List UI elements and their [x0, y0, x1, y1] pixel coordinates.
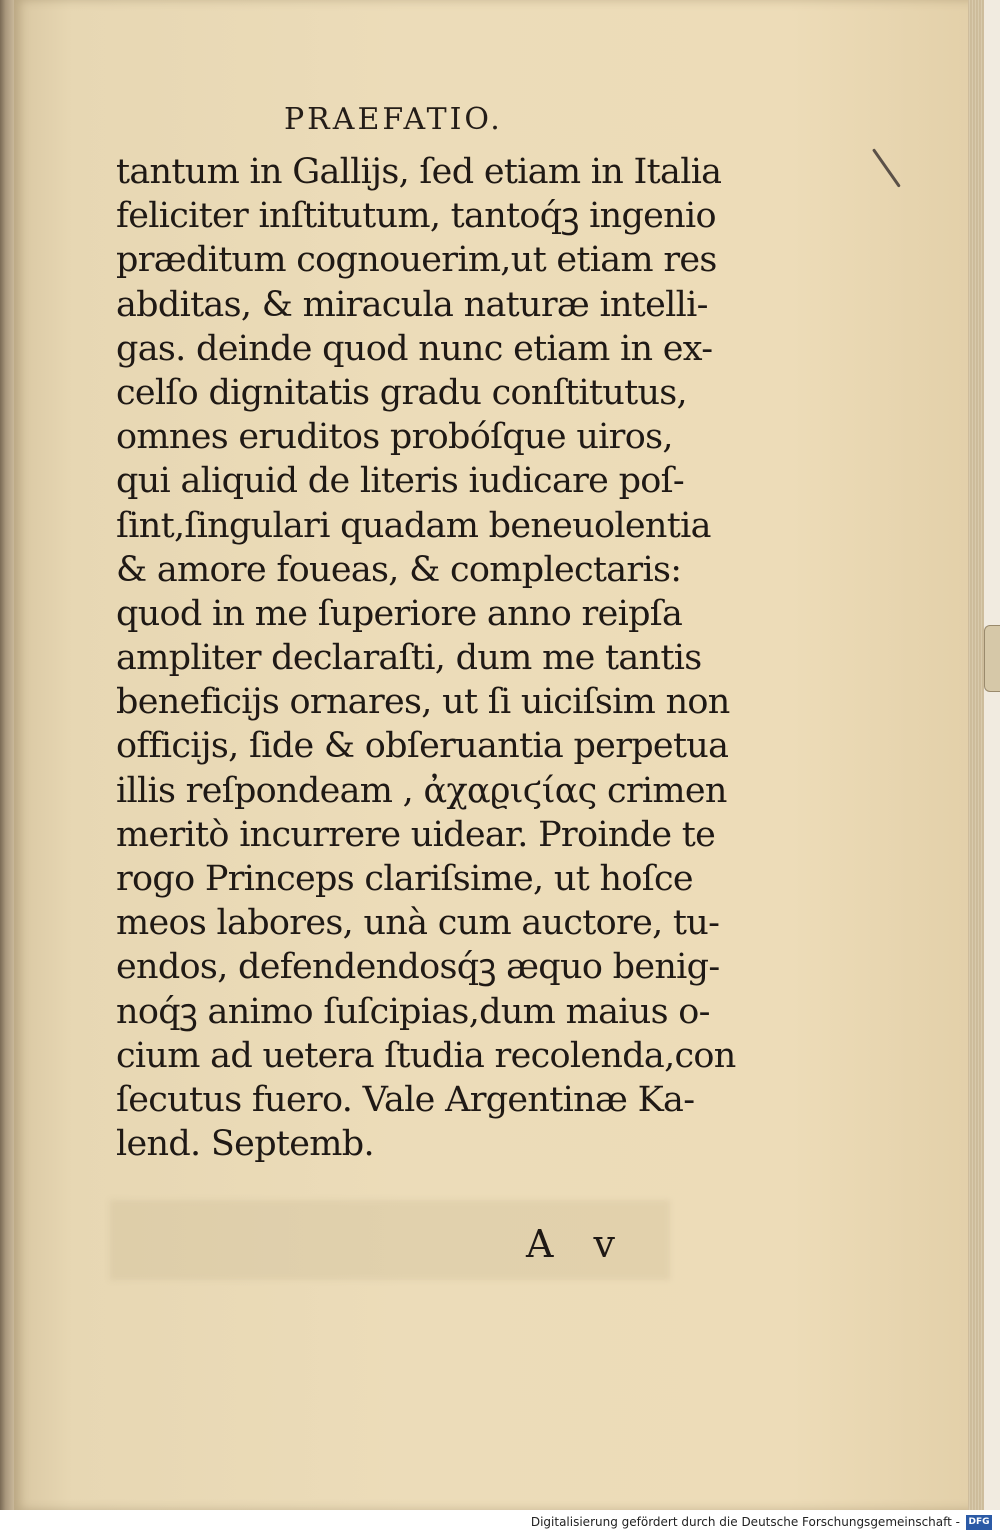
text-line: feliciter inſtitutum, tantoq́ꝫ ingenio	[116, 196, 716, 237]
text-line: lend. Septemb.	[116, 1124, 374, 1165]
text-line: endos, defendendosq́ꝫ æquo benig-	[116, 947, 720, 988]
book-binding	[0, 0, 14, 1537]
text-line: meritò incurrere uidear. Proinde te	[116, 814, 716, 855]
text-line: ampliter declaraſti, dum me tantis	[116, 638, 702, 679]
text-line: ſecutus fuero. Vale Argentinæ Ka-	[116, 1079, 695, 1120]
text-line: abditas, & miracula naturæ intelli-	[116, 284, 708, 325]
text-line: meos labores, unà cum auctore, tu-	[116, 903, 720, 944]
text-line: præditum cognouerim,ut etiam res	[116, 240, 717, 281]
page-tab-marker	[984, 625, 1000, 692]
text-line: illis reſpondeam , ἀχαϱιϛίας crimen	[116, 770, 727, 811]
dfg-logo: DFG	[966, 1515, 992, 1530]
text-line: ſint,ſingulari quadam beneuolentia	[116, 505, 711, 546]
digitization-footer	[0, 1510, 1000, 1537]
text-line: & amore foueas, & complectaris:	[116, 549, 682, 590]
text-line: quod in me ſuperiore anno reipſa	[116, 593, 683, 634]
text-line: beneficijs ornares, ut ſi uiciſsim non	[116, 682, 730, 723]
text-line: celſo dignitatis gradu conſtitutus,	[116, 372, 687, 413]
funding-credit: Digitalisierung gefördert durch die Deutsche Forschungsgemeinschaft -	[530, 1515, 960, 1529]
text-line: gas. deinde quod nunc etiam in ex-	[116, 328, 713, 369]
text-line: rogo Princeps clariſsime, ut hoſce	[116, 859, 693, 899]
text-line: cium ad uetera ſtudia recolenda,con	[116, 1035, 736, 1076]
body-text	[116, 150, 736, 1166]
text-line: omnes eruditos probóſque uiros,	[116, 417, 673, 458]
text-line: tantum in Gallijs, ſed etiam in Italia	[116, 152, 722, 192]
text-line: noq́ꝫ animo ſuſcipias,dum maius o-	[116, 991, 710, 1032]
page-edge	[968, 0, 984, 1510]
text-line: qui aliquid de literis iudicare poſ-	[116, 461, 685, 502]
running-head: PRAEFATIO.	[284, 102, 503, 137]
signature-mark: A v	[526, 1222, 629, 1266]
text-line: officijs, ſide & obſeruantia perpetua	[116, 726, 729, 767]
